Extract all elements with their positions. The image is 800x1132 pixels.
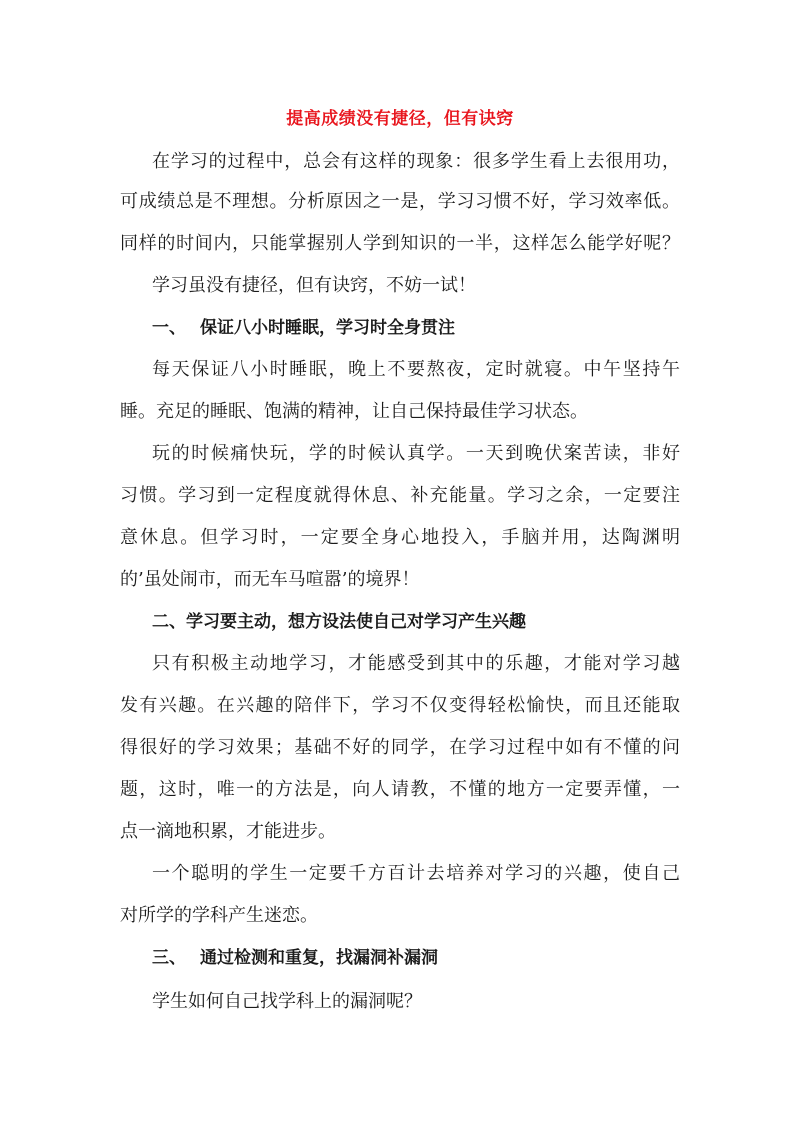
paragraph-line: 点一滴地积累，才能进步。 bbox=[120, 821, 336, 842]
paragraph-line: 意休息。但学习时，一定要全身心地投入，手脑并用，达陶渊明 bbox=[120, 527, 680, 548]
paragraph-line: 学生如何自己找学科上的漏洞呢？ bbox=[152, 991, 422, 1012]
section-number: 一、 bbox=[152, 318, 186, 338]
section-number: 三、 bbox=[152, 948, 186, 968]
intro-line: 同样的时间内，只能掌握别人学到知识的一半，这样怎么能学好呢？ bbox=[120, 233, 680, 254]
intro-tagline: 学习虽没有捷径，但有诀窍，不妨一试！ bbox=[152, 275, 476, 296]
paragraph-line: 得很好的学习效果；基础不好的同学，在学习过程中如有不懂的问 bbox=[120, 737, 680, 758]
paragraph-line: 习惯。学习到一定程度就得休息、补充能量。学习之余，一定要注 bbox=[120, 485, 680, 506]
section-heading-text: 学习要主动，想方设法使自己对学习产生兴趣 bbox=[186, 612, 526, 632]
intro-line: 在学习的过程中，总会有这样的现象：很多学生看上去很用功， bbox=[152, 151, 680, 172]
section-number: 二、 bbox=[152, 612, 186, 632]
paragraph-line: 一个聪明的学生一定要千方百计去培养对学习的兴趣，使自己 bbox=[152, 863, 680, 884]
paragraph-line: 玩的时候痛快玩，学的时候认真学。一天到晚伏案苦读，非好 bbox=[152, 443, 680, 464]
section-heading-text: 保证八小时睡眠，学习时全身贯注 bbox=[200, 318, 455, 338]
section-heading-3 bbox=[152, 946, 438, 970]
paragraph-line: 睡。充足的睡眠、饱满的精神，让自己保持最佳学习状态。 bbox=[120, 401, 588, 422]
paragraph-line: 只有积极主动地学习，才能感受到其中的乐趣，才能对学习越 bbox=[152, 653, 680, 674]
paragraph-line: 的’虽处闹市，而无车马喧嚣’的境界！ bbox=[120, 569, 420, 590]
paragraph-line: 对所学的学科产生迷恋。 bbox=[120, 905, 318, 926]
section-heading-1 bbox=[152, 316, 455, 340]
paragraph-line: 发有兴趣。在兴趣的陪伴下，学习不仅变得轻松愉快，而且还能取 bbox=[120, 695, 680, 716]
section-heading-text: 通过检测和重复，找漏洞补漏洞 bbox=[200, 948, 438, 968]
section-heading-2 bbox=[152, 610, 526, 634]
intro-line: 可成绩总是不理想。分析原因之一是，学习习惯不好，学习效率低。 bbox=[120, 191, 680, 212]
paragraph-line: 每天保证八小时睡眠，晚上不要熬夜，定时就寝。中午坚持午 bbox=[152, 359, 680, 380]
document-title: 提高成绩没有捷径，但有诀窍 bbox=[286, 109, 514, 129]
paragraph-line: 题，这时，唯一的方法是，向人请教，不懂的地方一定要弄懂，一 bbox=[120, 779, 680, 800]
